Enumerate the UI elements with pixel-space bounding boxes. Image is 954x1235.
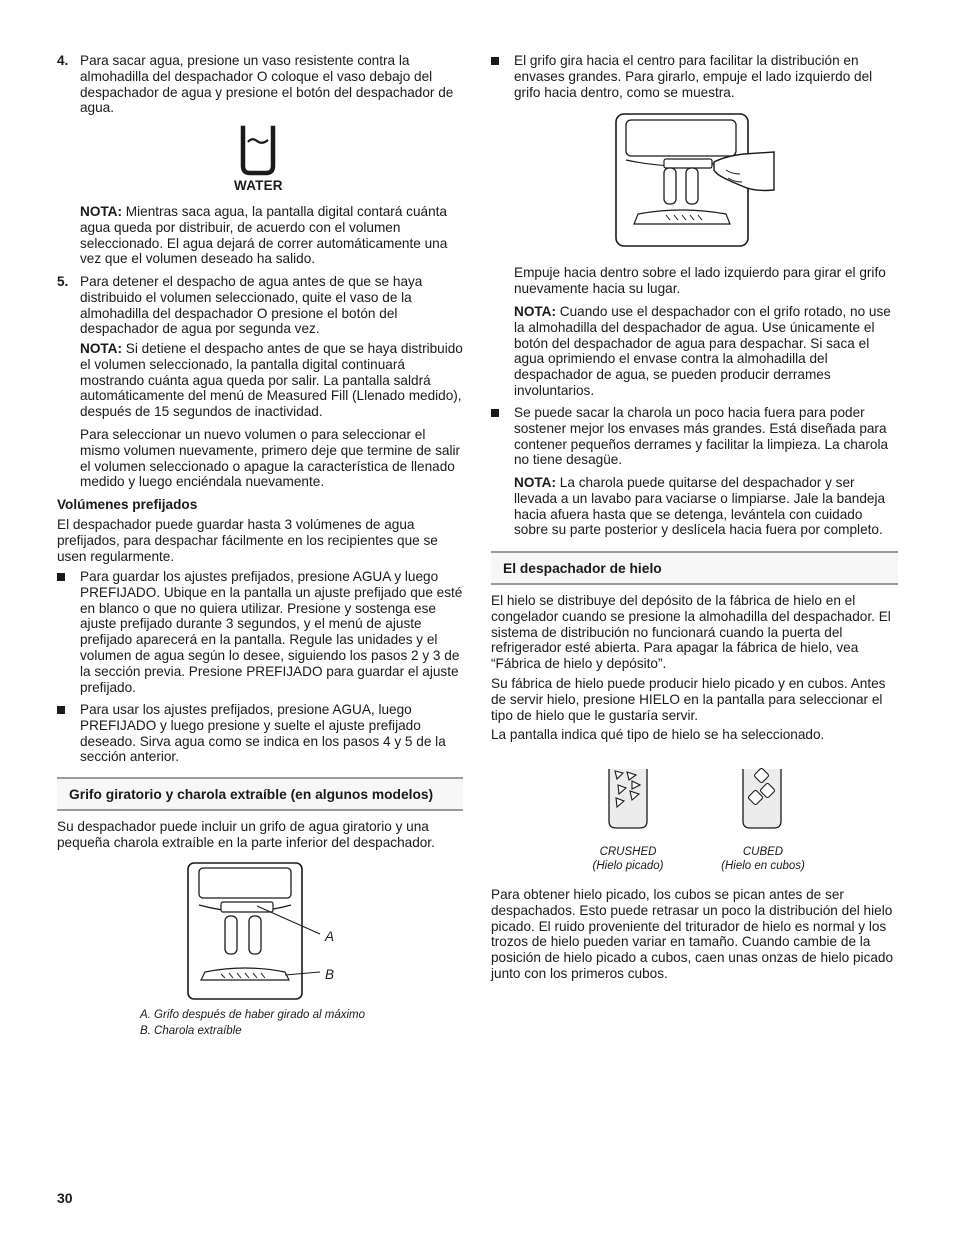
presets-bullet-save: Para guardar los ajustes prefijados, presione AGUA y luego PREFIJADO. Ubique en la pantalla un ajuste prefijado que esté en blanco o que no quiera utilizar. Presione y sostenga ese ajuste prefijado durante 3 segundos, y el menú de ajuste prefijado aparecerá en la pantalla. Regule las unidades y el volumen de agua según lo desee, siguiendo los pasos 2 y 3 de la sección previa. Presione PREFIJADO para guardar el ajuste prefijado. [80,569,463,695]
cubed-caption [710,845,816,873]
bullet-marker [57,573,65,581]
crushed-caption [578,845,678,873]
bullet-marker [57,706,65,714]
cubed-ice-icon [740,767,786,831]
ice-paragraph-2: Su fábrica de hielo puede producir hielo picado y en cubos. Antes de servir hielo, presione HIELO en la pantalla para seleccionar el tipo de hielo que le gustaría servir. [491,676,886,723]
section-title-ice: El despachador de hielo [491,551,898,585]
cubed-label: CUBED [742,846,784,858]
cubed-sublabel: (Hielo en cubos) [721,860,805,872]
crushed-ice-icon [606,767,652,831]
dispenser-illustration [185,860,345,1010]
step5-text: Para detener el despacho de agua antes de que se haya distribuido el volumen seleccionado, quite el vaso de la almohadilla del despachador O presione el botón del despachador de agua por segunda vez. [80,274,423,337]
callout-label-b: B [325,967,335,982]
step4-note [80,204,463,267]
step-number: 5. [57,274,69,289]
note-text: Si detiene el despacho antes de que se haya distribuido el volumen seleccionado, la pantalla digital continuará mostrando cuánta agua queda por salir. La pantalla saldrá automáticamente del menú de Measured Fill (Llenado medido), después de 15 segundos de inactividad. [80,341,463,420]
tray-bullet: Se puede sacar la charola un poco hacia fuera para poder sostener mejor los envases más grandes. Está diseñada para contener pequeños derrames y facilitar la limpieza. La charola no tiene desagüe. [514,405,889,468]
faucet-push-illustration [614,112,779,252]
note-text: Cuando use el despachador con el grifo rotado, no use la almohadilla del despachador de agua. Use únicamente el botón del despachador de agua para despachar. Si saca el agua oprimiendo el envase contra la almohadilla del despachador de agua, se pueden producir derrames involuntarios. [514,304,891,398]
caption-b: B. Charola extraíble [140,1025,242,1037]
step5-paragraph: Para seleccionar un nuevo volumen o para seleccionar el mismo volumen nuevamente, primero deje que termine de salir el volumen seleccionado o apague la característica de llenado medido y luego enciéndala nuevamente. [80,427,461,490]
step4-text: Para sacar agua, presione un vaso resistente contra la almohadilla del despachador O coloque el vaso debajo del despachador de agua y presione el botón del despachador de agua. [80,53,454,116]
presets-intro: El despachador puede guardar hasta 3 volúmenes de agua prefijados, para despachar fácilmente en los recipientes que se usen regularmente. [57,517,438,564]
step-number: 4. [57,53,69,68]
note-text: La charola puede quitarse del despachador y ser llevada a un lavabo para vaciarse o limpiarse. Jale la bandeja hacia afuera hasta que se detenga, levántela con cuidado sobre su parte posterior y deslícela hacia fuera por completo. [514,475,886,538]
step5-note [80,341,463,420]
ice-paragraph-4: Para obtener hielo picado, los cubos se pican antes de ser despachados. Esto puede retrasar un poco la distribución del hielo picado. El ruido proveniente del triturador de hielo es normal y los trozos de hielo pueden variar en tamaño. Cuando cambie de la posición de hielo picado a cubos, caen unas onzas de hielo picado junto con los primeros cubos. [491,887,894,981]
crushed-sublabel: (Hielo picado) [592,860,664,872]
rotate-bullet: El grifo gira hacia el centro para facilitar la distribución en envases grandes. Para girarlo, empuje el lado izquierdo del grifo hacia dentro, como se muestra. [514,53,873,100]
note-text: Mientras saca agua, la pantalla digital contará cuánta agua queda por distribuir, de acuerdo con el volumen seleccionado. El agua dejará de correr automáticamente una vez que el volumen deseado ha salido. [80,204,448,267]
note-label: NOTA: [514,475,557,490]
presets-heading: Volúmenes prefijados [57,497,198,512]
note-label: NOTA: [514,304,557,319]
page-number: 30 [57,1190,73,1206]
water-icon-label: WATER [234,178,283,193]
callout-label-a: A [325,929,335,944]
presets-bullet-use: Para usar los ajustes prefijados, presione AGUA, luego PREFIJADO y luego presione y suelte el ajuste prefijado deseado. Sirva agua como se indica en los pasos 4 y 5 de la sección anterior. [80,702,446,765]
section-title-faucet: Grifo giratorio y charola extraíble (en algunos modelos) [57,777,463,811]
ice-paragraph-1: El hielo se distribuye del depósito de la fábrica de hielo en el congelador cuando se presione la almohadilla del despachador. El sistema de distribución no funcionará cuando la puerta del refrigerador esté abierta. Para apagar la fábrica de hielo, vea “Fábrica de hielo y depósito”. [491,593,891,672]
ice-paragraph-3: La pantalla indica qué tipo de hielo se ha seleccionado. [491,727,825,742]
bullet-marker [491,57,499,65]
faucet-intro: Su despachador puede incluir un grifo de agua giratorio y una pequeña charola extraíble en la parte inferior del despachador. [57,819,435,850]
tray-note [514,475,898,538]
push-text: Empuje hacia dentro sobre el lado izquierdo para girar el grifo nuevamente hacia su lugar. [514,265,886,296]
crushed-label: CRUSHED [599,846,657,858]
caption-a: A. Grifo después de haber girado al máximo [140,1009,366,1021]
bullet-marker [491,409,499,417]
note-label: NOTA: [80,341,123,356]
rotate-note [514,304,898,399]
note-label: NOTA: [80,204,123,219]
